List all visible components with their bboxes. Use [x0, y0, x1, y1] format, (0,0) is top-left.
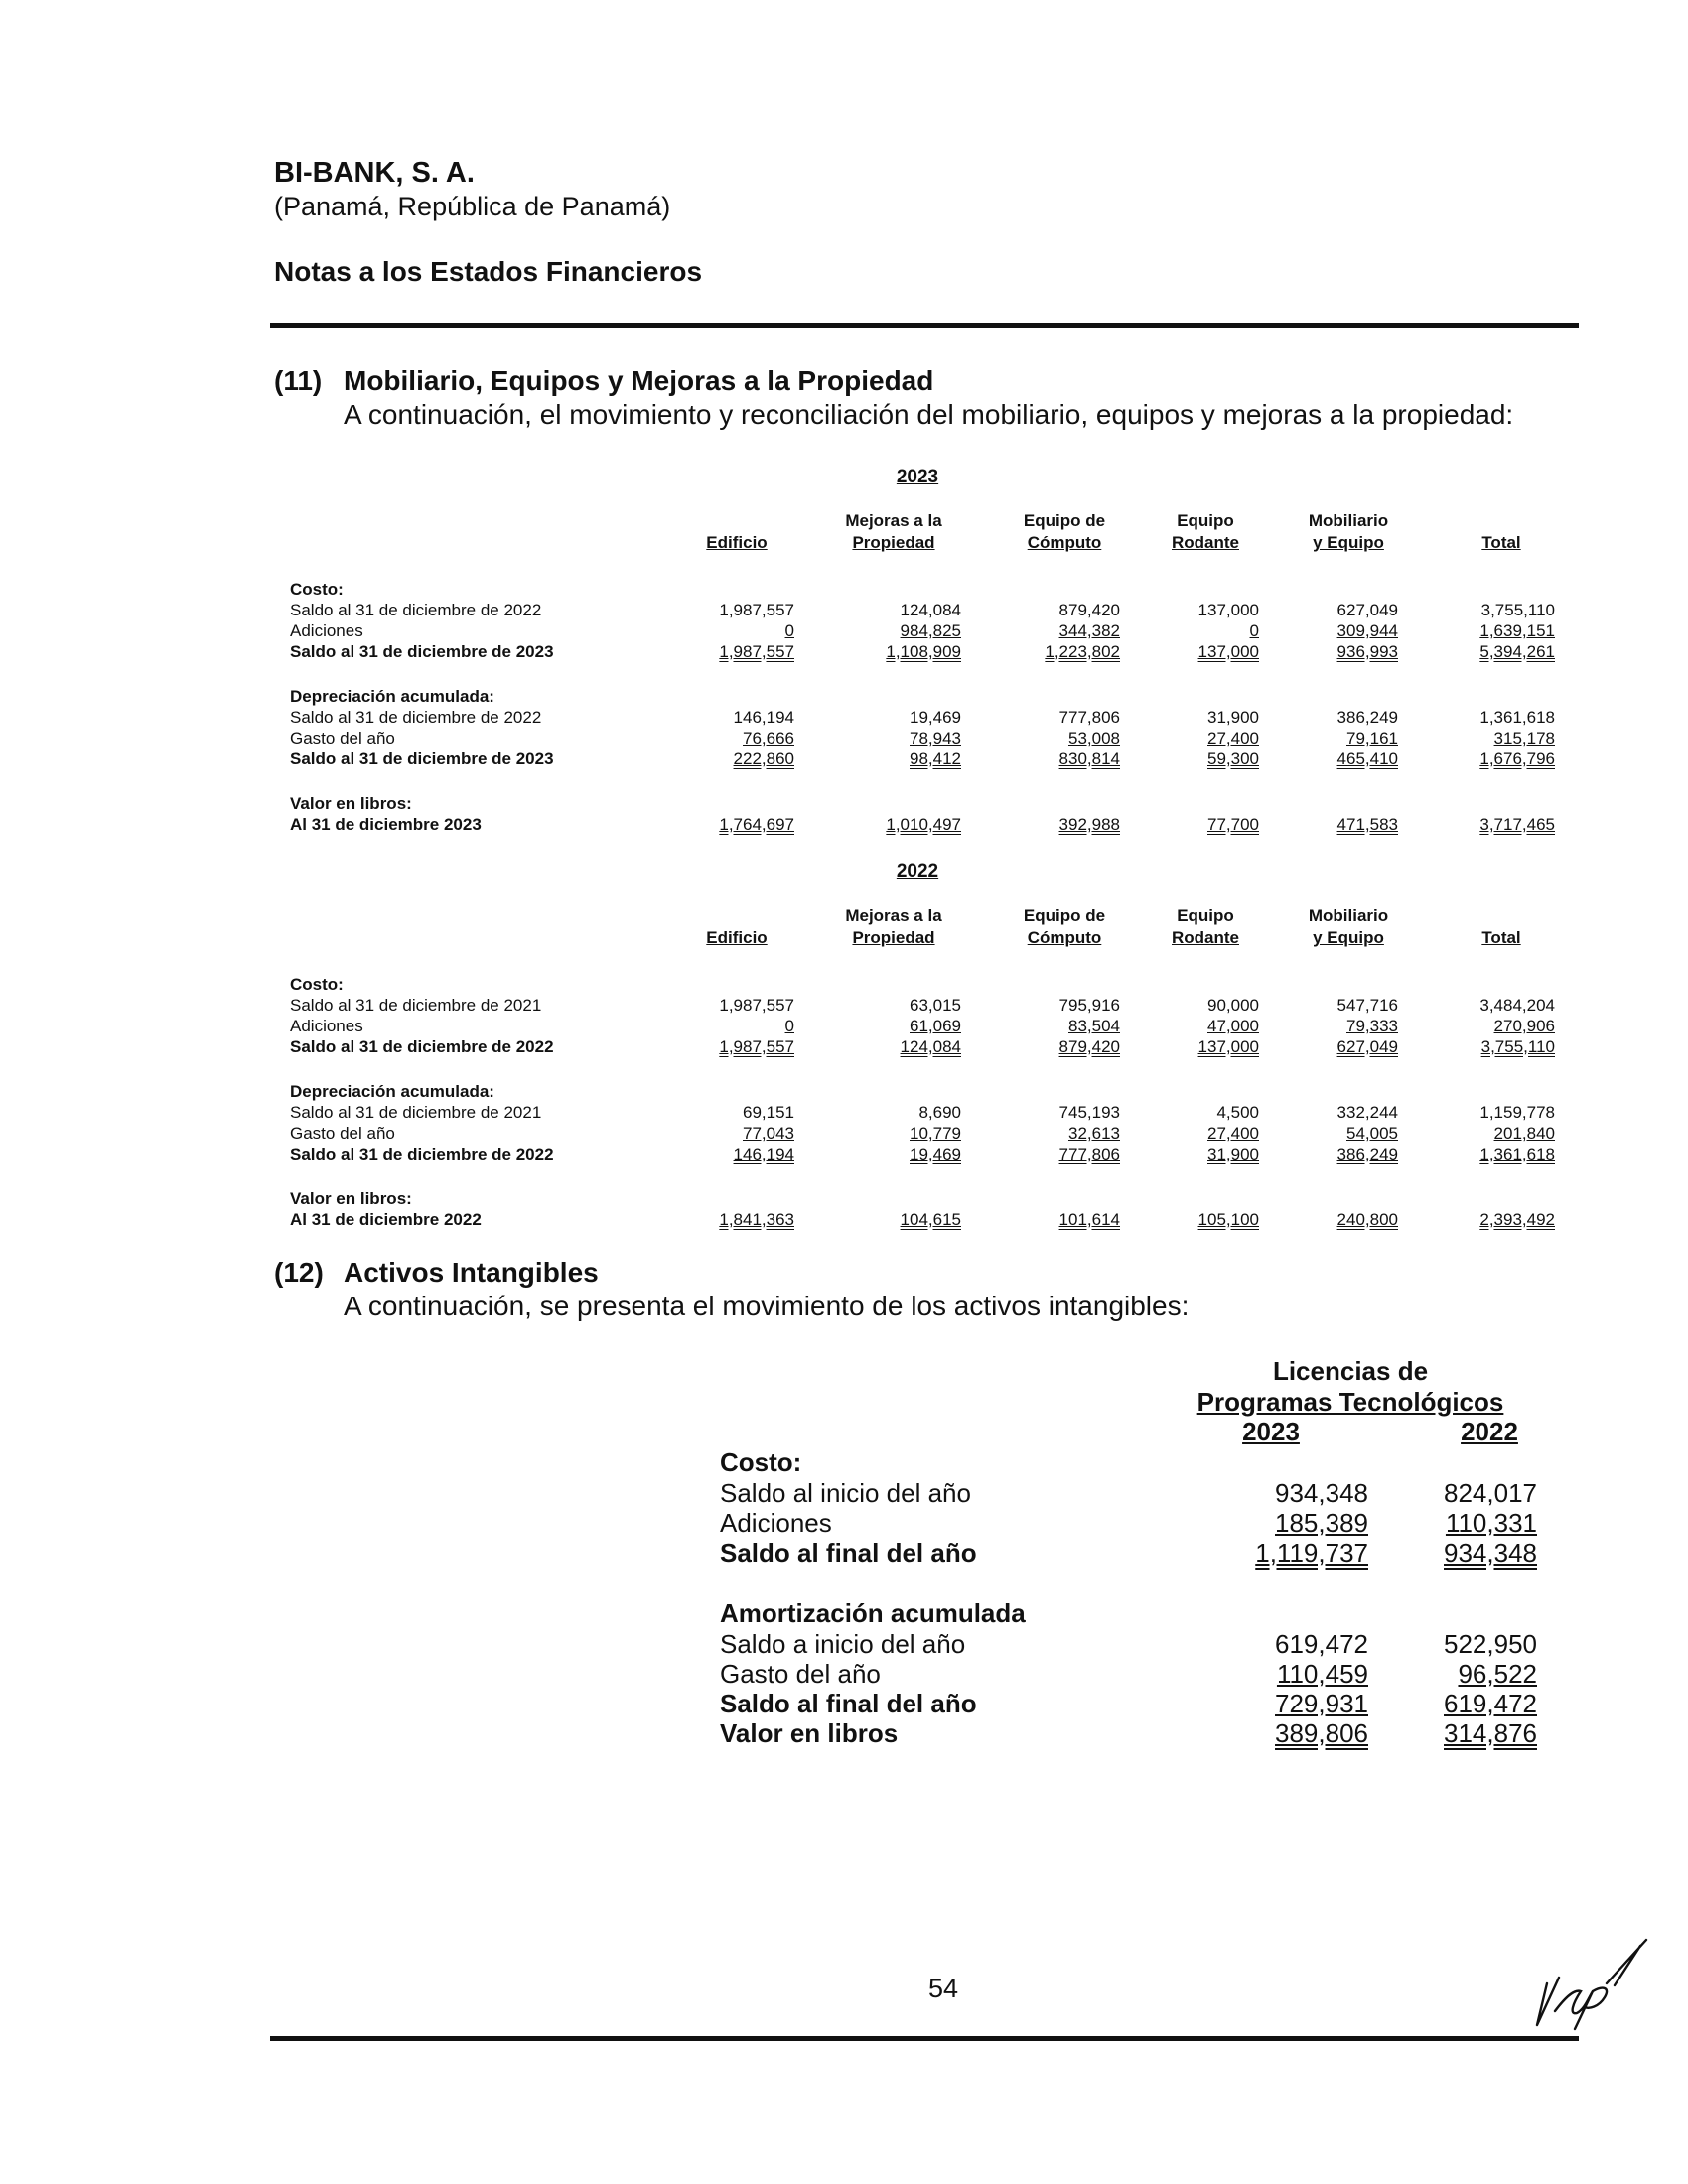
- cell-saldo-fin-edificio: 1,987,557: [719, 642, 794, 661]
- col-computo-line2: Cómputo: [1027, 533, 1102, 552]
- cell-adiciones-computo: 344,382: [1058, 621, 1120, 640]
- cell-saldo-fin-rodante: 137,000: [1197, 642, 1259, 661]
- cell-saldo-ini-total: 3,755,110: [1480, 601, 1555, 619]
- adiciones-label-2022: Adiciones: [290, 1017, 363, 1035]
- col-computo-line1: Equipo de: [1023, 511, 1106, 530]
- header-divider: [270, 323, 1579, 328]
- cell-valor-mobiliario: 471,583: [1336, 815, 1398, 834]
- section-12-title: Activos Intangibles: [344, 1257, 599, 1288]
- cell-dep-ini-computo: 745,193: [1058, 1103, 1120, 1122]
- cell-adiciones-rodante: 47,000: [1207, 1017, 1259, 1035]
- cell-dep-fin-edificio: 146,194: [733, 1145, 794, 1163]
- section-12-number: (12): [274, 1257, 324, 1288]
- page-number: 54: [927, 1974, 959, 2003]
- cell-saldo-fin-mobiliario: 936,993: [1336, 642, 1398, 661]
- cell-saldo-ini-mobiliario: 627,049: [1336, 601, 1398, 619]
- col-rodante-2022: [1136, 905, 1275, 949]
- intangibles-header-line1: Licencias de: [1272, 1356, 1429, 1386]
- cell-gasto-rodante: 27,400: [1207, 729, 1259, 748]
- cell-saldo-ini-mobiliario: 547,716: [1336, 996, 1398, 1015]
- section-12-intro: A continuación, se presenta el movimiento de los activos intangibles:: [344, 1291, 1190, 1321]
- col-mobiliario-line2: y Equipo: [1313, 928, 1384, 947]
- cell-dep-fin-rodante: 31,900: [1207, 1145, 1259, 1163]
- cell-adiciones-mejoras: 984,825: [900, 621, 961, 640]
- cell-gasto-mejoras: 78,943: [910, 729, 961, 748]
- fixed-assets-2022-year: 2022: [896, 861, 939, 882]
- cell-dep-fin-total: 1,676,796: [1479, 750, 1555, 768]
- cell-dep-ini-mejoras: 8,690: [918, 1103, 961, 1122]
- cell-saldo-ini-rodante: 137,000: [1197, 601, 1259, 619]
- cell-dep-fin-rodante: 59,300: [1207, 750, 1259, 768]
- intangibles-year-2022: 2022: [1461, 1417, 1518, 1446]
- it-cell-amort-ini-2022: 522,950: [1444, 1629, 1537, 1659]
- saldo-ini-label-2023: Saldo al 31 de diciembre de 2022: [290, 601, 542, 619]
- it-cell-adiciones-2023: 185,389: [1275, 1508, 1368, 1538]
- it-cell-amort-fin-2023: 729,931: [1275, 1689, 1368, 1718]
- gasto-label-2022: Gasto del año: [290, 1124, 395, 1143]
- cell-saldo-ini-computo: 795,916: [1058, 996, 1120, 1015]
- al-label-2022: Al 31 de diciembre 2022: [290, 1210, 482, 1229]
- cell-dep-fin-mobiliario: 386,249: [1336, 1145, 1398, 1163]
- dep-label-2023: Depreciación acumulada:: [290, 687, 494, 706]
- saldo-fin-label-2023: Saldo al 31 de diciembre de 2023: [290, 642, 554, 661]
- cell-gasto-edificio: 77,043: [743, 1124, 794, 1143]
- col-mejoras-line1: Mejoras a la: [845, 511, 942, 530]
- cell-dep-fin-total: 1,361,618: [1479, 1145, 1555, 1163]
- footer-divider: [270, 2036, 1579, 2041]
- it-cell-gasto-2023: 110,459: [1276, 1659, 1368, 1689]
- cell-saldo-fin-mejoras: 124,084: [900, 1037, 961, 1056]
- col-mobiliario-line2: y Equipo: [1313, 533, 1384, 552]
- cell-dep-fin-computo: 777,806: [1058, 1145, 1120, 1163]
- cell-saldo-fin-rodante: 137,000: [1197, 1037, 1259, 1056]
- cell-gasto-mobiliario: 54,005: [1346, 1124, 1398, 1143]
- cell-adiciones-rodante: 0: [1249, 621, 1259, 640]
- col-mejoras-line2: Propiedad: [852, 533, 935, 552]
- cell-valor-edificio: 1,764,697: [719, 815, 794, 834]
- col-total-label: Total: [1481, 533, 1521, 552]
- col-rodante-line2: Rodante: [1172, 928, 1239, 947]
- cell-gasto-computo: 32,613: [1068, 1124, 1120, 1143]
- col-mejoras-line1: Mejoras a la: [845, 906, 942, 925]
- it-saldo-fin-label: Saldo al final del año: [720, 1538, 977, 1568]
- cell-valor-total: 2,393,492: [1479, 1210, 1555, 1229]
- cell-valor-mejoras: 1,010,497: [886, 815, 961, 834]
- it-cell-valor-2023: 389,806: [1275, 1718, 1368, 1748]
- cell-adiciones-computo: 83,504: [1068, 1017, 1120, 1035]
- cell-saldo-fin-total: 3,755,110: [1480, 1037, 1555, 1056]
- saldo-fin-label-2022: Saldo al 31 de diciembre de 2022: [290, 1037, 554, 1056]
- cell-gasto-total: 315,178: [1493, 729, 1555, 748]
- cell-adiciones-mobiliario: 79,333: [1346, 1017, 1398, 1035]
- col-mobiliario-2023: [1279, 510, 1418, 554]
- cell-valor-total: 3,717,465: [1479, 815, 1555, 834]
- cell-dep-ini-total: 1,361,618: [1479, 708, 1555, 727]
- col-edificio-label: Edificio: [706, 533, 768, 552]
- section-11-number: (11): [274, 365, 323, 396]
- it-cell-amort-ini-2023: 619,472: [1275, 1629, 1368, 1659]
- cell-valor-rodante: 77,700: [1207, 815, 1259, 834]
- it-cell-gasto-2022: 96,522: [1458, 1659, 1537, 1689]
- it-amort-label: Amortización acumulada: [720, 1598, 1026, 1628]
- col-computo-line1: Equipo de: [1023, 906, 1106, 925]
- cell-saldo-fin-computo: 1,223,802: [1045, 642, 1120, 661]
- cell-gasto-rodante: 27,400: [1207, 1124, 1259, 1143]
- dep-label-2022: Depreciación acumulada:: [290, 1082, 494, 1101]
- it-cell-saldo-ini-2022: 824,017: [1444, 1478, 1537, 1508]
- it-cell-valor-2022: 314,876: [1444, 1718, 1537, 1748]
- cell-dep-ini-mobiliario: 386,249: [1336, 708, 1398, 727]
- cell-saldo-ini-mejoras: 124,084: [900, 601, 961, 619]
- cell-adiciones-mobiliario: 309,944: [1336, 621, 1398, 640]
- gasto-label-2023: Gasto del año: [290, 729, 395, 748]
- cell-saldo-fin-computo: 879,420: [1058, 1037, 1120, 1056]
- cell-saldo-fin-mejoras: 1,108,909: [886, 642, 961, 661]
- col-rodante-line2: Rodante: [1172, 533, 1239, 552]
- cell-dep-ini-rodante: 4,500: [1216, 1103, 1259, 1122]
- section-11-title: Mobiliario, Equipos y Mejoras a la Propiedad: [344, 365, 934, 396]
- cell-gasto-total: 201,840: [1493, 1124, 1555, 1143]
- cell-valor-mobiliario: 240,800: [1336, 1210, 1398, 1229]
- cell-valor-edificio: 1,841,363: [719, 1210, 794, 1229]
- cell-adiciones-total: 1,639,151: [1479, 621, 1555, 640]
- it-adiciones-label: Adiciones: [720, 1508, 832, 1538]
- it-cell-saldo-fin-2022: 934,348: [1444, 1538, 1537, 1568]
- cell-dep-fin-mejoras: 98,412: [910, 750, 961, 768]
- col-mobiliario-2022: [1279, 905, 1418, 949]
- fixed-assets-2023-year: 2023: [896, 467, 939, 487]
- adiciones-label-2023: Adiciones: [290, 621, 363, 640]
- col-total-2023: [1432, 532, 1571, 554]
- costo-label-2022: Costo:: [290, 975, 344, 994]
- cell-valor-computo: 101,614: [1058, 1210, 1120, 1229]
- col-total-2022: [1432, 927, 1571, 949]
- col-mejoras-2022: [824, 905, 963, 949]
- cell-saldo-fin-total: 5,394,261: [1479, 642, 1555, 661]
- cell-dep-fin-computo: 830,814: [1058, 750, 1120, 768]
- cell-dep-ini-computo: 777,806: [1058, 708, 1120, 727]
- it-gasto-label: Gasto del año: [720, 1659, 881, 1689]
- it-amort-ini-label: Saldo a inicio del año: [720, 1629, 966, 1659]
- cell-gasto-edificio: 76,666: [743, 729, 794, 748]
- valor-label-2023: Valor en libros:: [290, 794, 412, 813]
- it-cell-adiciones-2022: 110,331: [1445, 1508, 1537, 1538]
- cell-saldo-ini-edificio: 1,987,557: [719, 601, 794, 619]
- cell-saldo-ini-mejoras: 63,015: [910, 996, 961, 1015]
- document-title: Notas a los Estados Financieros: [274, 256, 703, 287]
- cell-saldo-ini-total: 3,484,204: [1479, 996, 1555, 1015]
- cell-valor-rodante: 105,100: [1197, 1210, 1259, 1229]
- it-amort-fin-label: Saldo al final del año: [720, 1689, 977, 1718]
- company-name: BI-BANK, S. A.: [274, 157, 475, 189]
- cell-adiciones-total: 270,906: [1493, 1017, 1555, 1035]
- cell-adiciones-edificio: 0: [784, 621, 794, 640]
- cell-dep-fin-edificio: 222,860: [733, 750, 794, 768]
- col-computo-2022: [995, 905, 1134, 949]
- col-computo-line2: Cómputo: [1027, 928, 1102, 947]
- cell-dep-ini-total: 1,159,778: [1479, 1103, 1555, 1122]
- saldo-ini-label-2022: Saldo al 31 de diciembre de 2021: [290, 996, 542, 1015]
- cell-dep-ini-mejoras: 19,469: [910, 708, 961, 727]
- cell-saldo-ini-rodante: 90,000: [1207, 996, 1259, 1015]
- cell-dep-ini-edificio: 146,194: [733, 708, 794, 727]
- col-total-label: Total: [1481, 928, 1521, 947]
- signature-mark: [1519, 1926, 1658, 2035]
- col-edificio-label: Edificio: [706, 928, 768, 947]
- cell-dep-fin-mejoras: 19,469: [910, 1145, 961, 1163]
- cell-valor-mejoras: 104,615: [900, 1210, 961, 1229]
- cell-gasto-mejoras: 10,779: [910, 1124, 961, 1143]
- col-rodante-line1: Equipo: [1177, 906, 1234, 925]
- cell-valor-computo: 392,988: [1058, 815, 1120, 834]
- cell-dep-fin-mobiliario: 465,410: [1336, 750, 1398, 768]
- it-costo-label: Costo:: [720, 1447, 802, 1477]
- col-mobiliario-line1: Mobiliario: [1308, 906, 1389, 925]
- col-edificio-2022: [667, 927, 806, 949]
- cell-saldo-ini-computo: 879,420: [1058, 601, 1120, 619]
- costo-label-2023: Costo:: [290, 580, 344, 599]
- col-rodante-line1: Equipo: [1177, 511, 1234, 530]
- cell-gasto-mobiliario: 79,161: [1346, 729, 1398, 748]
- it-valor-label: Valor en libros: [720, 1718, 899, 1748]
- intangibles-year-2023: 2023: [1242, 1417, 1300, 1446]
- col-mobiliario-line1: Mobiliario: [1308, 511, 1389, 530]
- col-rodante-2023: [1136, 510, 1275, 554]
- cell-adiciones-mejoras: 61,069: [910, 1017, 961, 1035]
- cell-saldo-fin-mobiliario: 627,049: [1336, 1037, 1398, 1056]
- it-cell-saldo-ini-2023: 934,348: [1275, 1478, 1368, 1508]
- dep-fin-label-2023: Saldo al 31 de diciembre de 2023: [290, 750, 554, 768]
- cell-saldo-fin-edificio: 1,987,557: [719, 1037, 794, 1056]
- dep-ini-label-2022: Saldo al 31 de diciembre de 2021: [290, 1103, 542, 1122]
- col-mejoras-2023: [824, 510, 963, 554]
- section-11-intro: A continuación, el movimiento y reconciliación del mobiliario, equipos y mejoras a la propiedad:: [344, 399, 1514, 430]
- it-cell-saldo-fin-2023: 1,119,737: [1255, 1538, 1368, 1568]
- col-edificio-2023: [667, 532, 806, 554]
- cell-adiciones-edificio: 0: [784, 1017, 794, 1035]
- cell-dep-ini-mobiliario: 332,244: [1336, 1103, 1398, 1122]
- cell-gasto-computo: 53,008: [1068, 729, 1120, 748]
- company-location: (Panamá, República de Panamá): [274, 192, 671, 221]
- col-mejoras-line2: Propiedad: [852, 928, 935, 947]
- dep-fin-label-2022: Saldo al 31 de diciembre de 2022: [290, 1145, 554, 1163]
- it-saldo-ini-label: Saldo al inicio del año: [720, 1478, 971, 1508]
- dep-ini-label-2023: Saldo al 31 de diciembre de 2022: [290, 708, 542, 727]
- cell-dep-ini-rodante: 31,900: [1207, 708, 1259, 727]
- intangibles-header-line2: Programas Tecnológicos: [1196, 1387, 1504, 1417]
- it-cell-amort-fin-2022: 619,472: [1444, 1689, 1537, 1718]
- col-computo-2023: [995, 510, 1134, 554]
- cell-saldo-ini-edificio: 1,987,557: [719, 996, 794, 1015]
- valor-label-2022: Valor en libros:: [290, 1189, 412, 1208]
- al-label-2023: Al 31 de diciembre 2023: [290, 815, 482, 834]
- cell-dep-ini-edificio: 69,151: [743, 1103, 794, 1122]
